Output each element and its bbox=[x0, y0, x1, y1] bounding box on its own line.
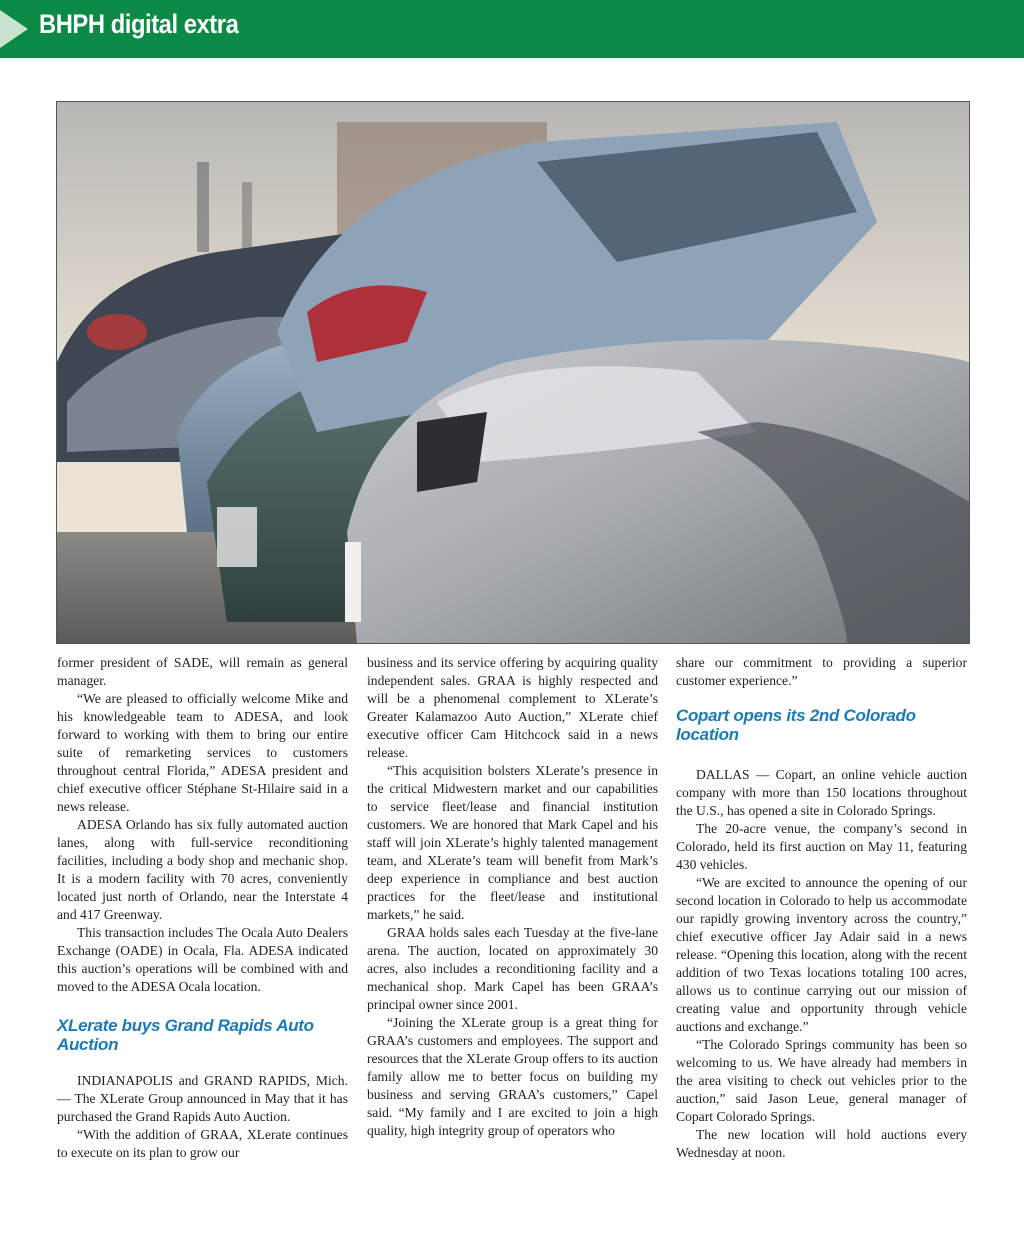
paragraph: The 20-acre venue, the company’s second in Colorado, held its first auction on May 11, featuring 430 vehicles. bbox=[676, 821, 967, 872]
header-bar bbox=[0, 0, 1024, 58]
paragraph: business and its service offering by acquiring quality independent sales. GRAA is highly respected and will be a phenomenal complement to XLerate’s Greater Kalamazoo Auto Auction,” XLerate chief executive officer Cam Hitchcock said in a news release. bbox=[367, 655, 658, 760]
article-headline: Copart opens its 2nd Colorado location bbox=[676, 706, 916, 744]
paragraph: “We are pleased to officially welcome Mike and his knowledgeable team to ADESA, and look forward to working with them to bring our entire suite of remarketing services to customers throughout central Florida,” ADESA president and chief executive officer Stéphane St-Hilaire said in a news release. bbox=[57, 691, 348, 814]
parked-cars-photo bbox=[56, 101, 970, 644]
article-column-2 bbox=[367, 654, 658, 1140]
play-arrow-icon bbox=[0, 10, 28, 48]
paragraph: GRAA holds sales each Tuesday at the five-lane arena. The auction, located on approximately 30 acres, also includes a reconditioning facility and a mechanical shop. Mark Capel has been GRAA’s principal owner since 2001. bbox=[367, 925, 658, 1012]
section-title: BHPH digital extra bbox=[39, 9, 239, 39]
paragraph: The new location will hold auctions every Wednesday at noon. bbox=[676, 1127, 967, 1160]
paragraph: “We are excited to announce the opening of our second location in Colorado to help us accommodate our rapidly growing inventory across the country,” chief executive officer Jay Adair said in a news release. “Opening this location, along with the recent addition of two Texas locations totaling 100 acres, allows us to continue carrying out our mission of creating value and opportunity through vehicle auctions and exchange.” bbox=[676, 875, 967, 1034]
paragraph: “This acquisition bolsters XLerate’s presence in the critical Midwestern market and our capabilities to service fleet/lease and financial institution customers. We are honored that Mark Capel and his staff will join XLerate’s highly talented management team, and XLerate’s team will benefit from Mark’s deep experience in compliance and best auction practices for the fleet/lease and institutional markets,” he said. bbox=[367, 763, 658, 922]
paragraph: share our commitment to providing a superior customer experience.” bbox=[676, 655, 967, 688]
paragraph: This transaction includes The Ocala Auto Dealers Exchange (OADE) in Ocala, Fla. ADESA indicated this auction’s operations will be combined with and moved to the ADESA Ocala location. bbox=[57, 925, 348, 994]
paragraph: INDIANAPOLIS and GRAND RAPIDS, Mich. — The XLerate Group announced in May that it has purchased the Grand Rapids Auto Auction. bbox=[57, 1073, 348, 1124]
paragraph: “The Colorado Springs community has been so welcoming to us. We have already had members in the area visiting to check out vehicles prior to the auction,” said Jason Leue, general manager of Copart Colorado Springs. bbox=[676, 1037, 967, 1124]
article-column-1 bbox=[57, 654, 348, 1162]
article-headline: XLerate buys Grand Rapids Auto Auction bbox=[57, 1016, 314, 1054]
paragraph: “Joining the XLerate group is a great thing for GRAA’s customers and employees. The support and resources that the XLerate Group offers to its auction family allow me to better focus on building my business and serving GRAA’s customers,” Capel said. “My family and I are excited to join a high quality, high integrity group of operators who bbox=[367, 1015, 658, 1138]
paragraph: “With the addition of GRAA, XLerate continues to execute on its plan to grow our bbox=[57, 1127, 348, 1160]
article-column-3 bbox=[676, 654, 967, 1162]
paragraph: DALLAS — Copart, an online vehicle auction company with more than 150 locations throughout the U.S., has opened a site in Colorado Springs. bbox=[676, 767, 967, 818]
paragraph: ADESA Orlando has six fully automated auction lanes, along with full-service reconditioning facilities, including a body shop and mechanic shop. It is a modern facility with 70 acres, conveniently located just north of Orlando, near the Interstate 4 and 417 Greenway. bbox=[57, 817, 348, 922]
paragraph: former president of SADE, will remain as general manager. bbox=[57, 655, 348, 688]
